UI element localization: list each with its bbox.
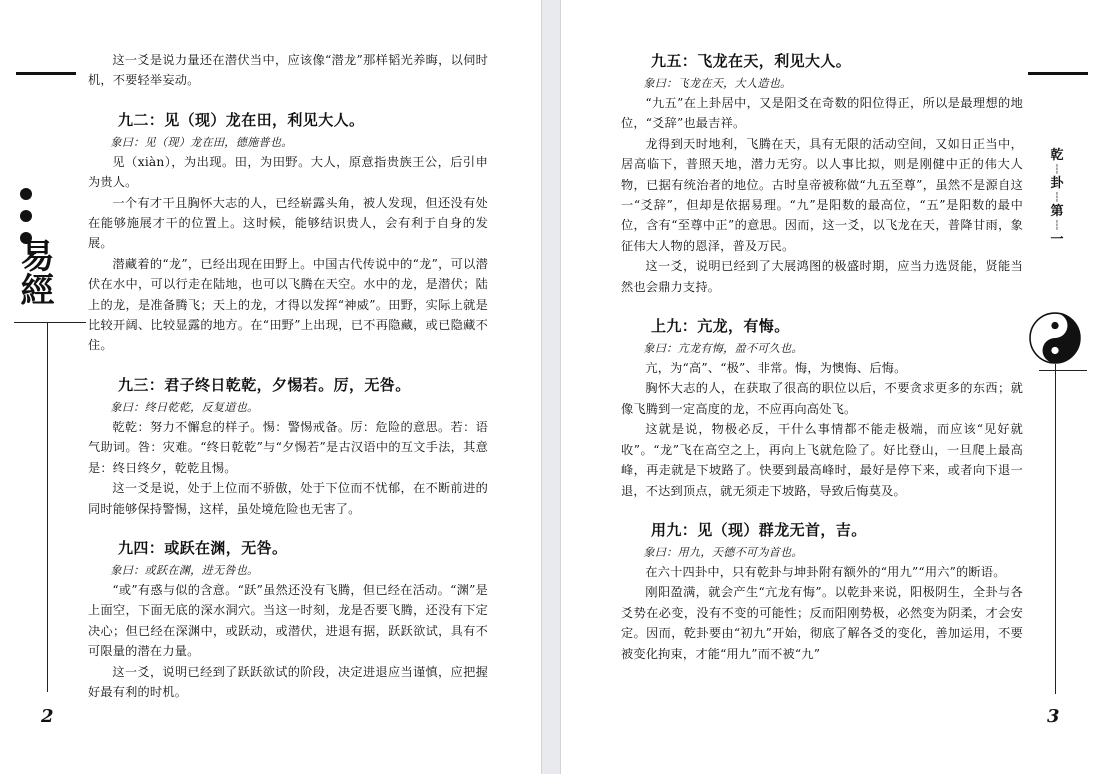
- page-number-left: 2: [41, 706, 54, 727]
- yin-yang-icon: [1029, 312, 1081, 364]
- xiang-quote: 象曰：见（现）龙在田，德施普也。: [110, 135, 293, 149]
- side-title-dot-2: ┆: [1054, 193, 1060, 203]
- side-title-char-4: 一: [1050, 232, 1064, 247]
- paragraph: “九五”在上卦居中，又是阳爻在奇数的阳位得正，所以是最理想的地位，“爻辞”也最吉祥。: [621, 96, 1023, 131]
- section-heading: 九三：君子终日乾乾，夕惕若。厉，无咎。: [118, 375, 411, 394]
- decor-dot-2: [20, 210, 32, 222]
- section-heading: 用九：见（现）群龙无首，吉。: [651, 520, 867, 539]
- left-margin-line: [47, 322, 48, 692]
- left-page: [0, 0, 541, 774]
- logo-underline: [14, 322, 86, 323]
- paragraph: 龙得到天时地利，飞腾在天，具有无限的活动空间，又如日正当中，居高临下，普照天地，潜力无穷。以人事比拟，则是刚健中正的伟大人物，已据有统治者的地位。古时皇帝被称做“九五至尊”，虽然不是源自这一“爻辞”，但却是依据易理。“九”是阳数的最高位，“五”是阳数的最中位，含有“至尊中正”的意思。因而，这一爻，以飞龙在天，普降甘雨，象征伟大人物的恩泽，普及万民。: [621, 136, 1023, 253]
- top-rule-left: [16, 72, 76, 75]
- section-heading: 上九：亢龙，有悔。: [651, 317, 790, 336]
- xiang-quote: 象曰：亢龙有悔，盈不可久也。: [643, 342, 803, 356]
- paragraph: “或”有惑与似的含意。“跃”虽然还没有飞腾，但已经在活动。“渊”是上面空，下面无底的深水洞穴。当这一时刻，龙是否要飞腾，还没有下定决心；但已经在深渊中，或跃动，或潜伏，进退有据，跃跃欲试，具有不可限量的潜在力量。: [88, 582, 488, 659]
- paragraph: 刚阳盈满，就会产生“亢龙有悔”。以乾卦来说，阳极阴生，全卦与各爻势在必变，没有不变的可能性；反而阳刚势极，必然变为阴柔，才会安定。因而，乾卦要由“初九”开始，彻底了解各爻的变化，善加运用，不要被变化拘束，才能“用九”而不被“九”: [621, 585, 1023, 661]
- yijing-logo: 易經: [14, 238, 54, 306]
- yin-yang-underline: [1039, 370, 1087, 371]
- side-title-dot-1: ┆: [1054, 165, 1060, 175]
- paragraph: 这就是说，物极必反，干什么事情都不能走极端，而应该“见好就收”。“龙”飞在高空之上，再向上飞就危险了。好比登山，一旦爬上最高峰，再走就是下坡路了。快要到最高峰时，最好是停下来，或者向下退一退，不达到顶点，就无须走下坡路，导致后悔莫及。: [621, 422, 1023, 498]
- page-number-right: 3: [1047, 706, 1060, 727]
- section-heading: 九五：飞龙在天，利见大人。: [651, 52, 852, 70]
- paragraph: 这一爻是说，处于上位而不骄傲，处于下位而不忧郁，在不断前进的同时能够保持警惕，这样，虽处境危险也无害了。: [88, 481, 488, 516]
- paragraph: 这一爻，说明已经到了大展鸿图的极盛时期，应当力选贤能，贤能当然也会鼎力支持。: [621, 259, 1023, 294]
- paragraph: 潜藏着的“龙”，已经出现在田野上。中国古代传说中的“龙”，可以潜伏在水中，可以行走在陆地，也可以飞腾在天空。水中的龙，是潜伏；陆上的龙，是准备腾飞；天上的龙，才得以发挥“神威”。田野，实际上就是比较开阔、比较显露的地方。在“田野”上出现，已不再隐藏，或已隐藏不住。: [88, 256, 488, 353]
- paragraph: 一个有才干且胸怀大志的人，已经崭露头角，被人发现，但还没有处在能够施展才干的位置上。这时候，能够结识贵人，会有利于自身的发展。: [88, 195, 488, 251]
- chapter-side-title: [1045, 148, 1069, 248]
- section-heading: 九二：见（现）龙在田，利见大人。: [118, 110, 365, 129]
- paragraph: 胸怀大志的人，在获取了很高的职位以后，不要贪求更多的东西；就像飞腾到一定高度的龙，不应再向高处飞。: [621, 381, 1023, 416]
- right-margin-line: [1055, 364, 1056, 694]
- side-title-dot-3: ┆: [1054, 221, 1060, 231]
- section-heading: 九四：或跃在渊，无咎。: [118, 538, 288, 557]
- side-title-char-2: 卦: [1050, 176, 1064, 191]
- xiang-quote: 象曰：用九，天德不可为首也。: [643, 545, 803, 559]
- paragraph: 这一爻，说明已经到了跃跃欲试的阶段，决定进退应当谨慎，应把握好最有利的时机。: [88, 664, 488, 699]
- right-page: [561, 0, 1103, 774]
- xiang-quote: 象曰：飞龙在天，大人造也。: [643, 77, 792, 90]
- paragraph: 见（xiàn），为出现。田，为田野。大人，原意指贵族王公，后引申为贵人。: [88, 154, 488, 190]
- page-gutter: [541, 0, 561, 774]
- paragraph: 亢，为“高”、“极”、非常。悔，为懊悔、后悔。: [645, 361, 907, 376]
- paragraph: 乾乾：努力不懈怠的样子。惕：警惕戒备。厉：危险的意思。若：语气助词。咎：灾难。“终日乾乾”与“夕惕若”是古汉语中的互文手法，其意是：终日终夕，乾乾且惕。: [88, 419, 488, 475]
- xiang-quote: 象曰：或跃在渊，进无咎也。: [110, 563, 259, 577]
- side-title-char-3: 第: [1050, 204, 1064, 219]
- decor-dot-1: [20, 188, 32, 200]
- paragraph: 在六十四卦中，只有乾卦与坤卦附有额外的“用九”“用六”的断语。: [645, 564, 1006, 579]
- left-text-column: [88, 50, 488, 702]
- right-text-column: [621, 50, 1023, 664]
- paragraph: 这一爻是说力量还在潜伏当中，应该像“潜龙”那样韬光养晦，以伺时机，不要轻举妄动。: [88, 53, 488, 88]
- top-rule-right: [1028, 72, 1088, 75]
- xiang-quote: 象曰：终日乾乾，反复道也。: [110, 400, 259, 414]
- side-title-char-1: 乾: [1050, 148, 1064, 163]
